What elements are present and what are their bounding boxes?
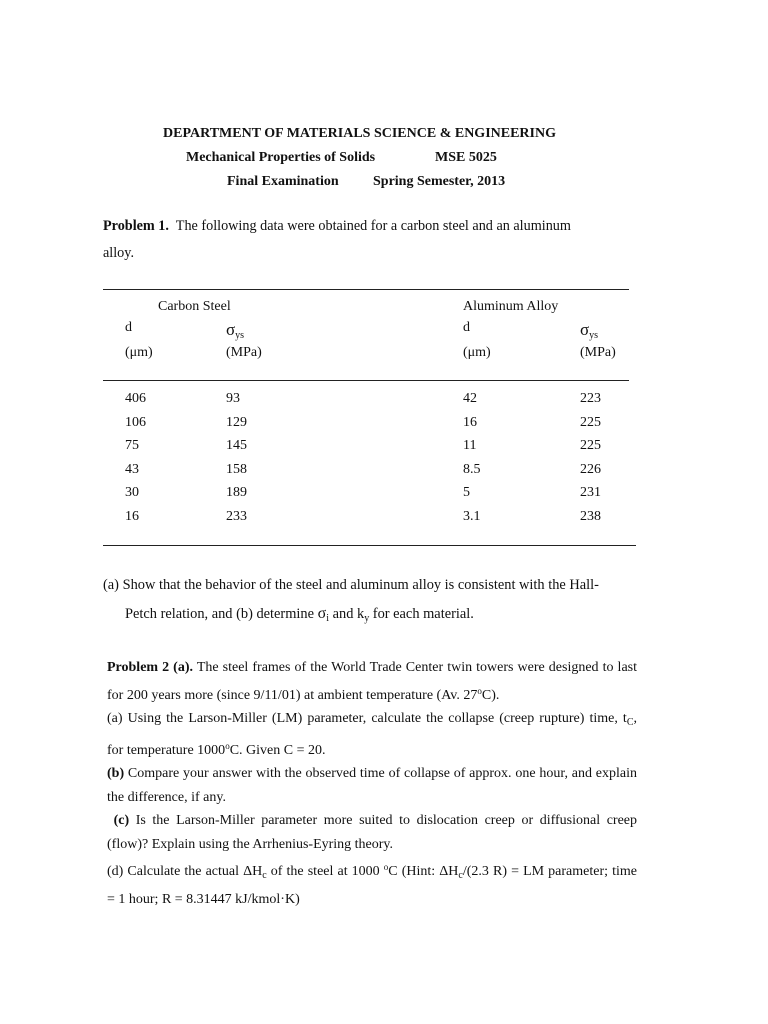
table-cell-steel-sigma: 233 [226, 508, 247, 524]
table-cell-al-sigma: 231 [580, 485, 601, 500]
problem2-part-c: (c) Is the Larson-Miller parameter more suited to dislocation creep or diffusional creep (flow)? Explain using the Arrhenius-Eyring theory. [107, 813, 637, 852]
unit-d-al: (μm) [463, 345, 491, 360]
problem1-question-line2: Petch relation, and (b) determine $\sigma_i$ and $k_y$ for each material. [125, 605, 474, 624]
problem1-label: Problem 1. [103, 218, 169, 234]
col-sigma-al: $\sigma_{ys}$ [580, 320, 599, 341]
table-cell-al-sigma: 226 [580, 461, 601, 477]
col-sigma-steel: $\sigma_{ys}$ [226, 320, 245, 341]
table-cell-al-sigma: 225 [580, 438, 601, 453]
table-header-rule [103, 380, 629, 381]
table-cell-al-d: 42 [463, 391, 477, 406]
table-cell-steel-d: 106 [125, 414, 146, 430]
table-cell-al-d: 3.1 [463, 508, 481, 524]
table-cell-al-d: 16 [463, 414, 477, 430]
col-d-al: d [463, 320, 470, 335]
exam-title: Final Examination [227, 174, 339, 189]
course-title: Mechanical Properties of Solids [186, 150, 376, 165]
table-cell-al-sigma: 223 [580, 391, 601, 406]
table-cell-al-d: 5 [463, 485, 470, 500]
carbon-steel-title: Carbon Steel [158, 299, 231, 314]
aluminum-title: Aluminum Alloy [463, 299, 559, 314]
problem1-question-line1: (a) Show that the behavior of the steel and aluminum alloy is consistent with the Hall- [103, 577, 599, 593]
table-cell-al-d: 11 [463, 438, 477, 453]
table-cell-al-sigma: 225 [580, 414, 601, 430]
table-top-rule [103, 289, 629, 290]
problem2-part-a: (a) Using the Larson-Miller (LM) parameter, calculate the collapse (creep rupture) time, $t_C$, for temperature 1000$^o$C. Given C = 20. [107, 711, 637, 758]
problem1-intro-cont: alloy. [103, 245, 134, 261]
department-title: DEPARTMENT OF MATERIALS SCIENCE & ENGINEERING [163, 126, 556, 141]
table-cell-steel-sigma: 189 [226, 485, 247, 500]
problem1-intro: Problem 1. The following data were obtained for a carbon steel and an aluminum [103, 218, 571, 234]
table-cell-steel-d: 16 [125, 508, 139, 524]
table-cell-steel-d: 75 [125, 438, 139, 453]
problem2-part-d: (d) Calculate the actual $\Delta H_c$ of the steel at 1000 $^o$C (Hint: $\Delta H_c/(2.3$ R) = LM parameter; time = 1 hour; R = 8.31447 kJ/kmol·K) [107, 862, 637, 907]
problem2-block [107, 656, 637, 911]
table-cell-steel-sigma: 129 [226, 414, 247, 430]
table-cell-steel-sigma: 158 [226, 461, 247, 477]
table-cell-al-sigma: 238 [580, 508, 601, 524]
table-cell-steel-sigma: 93 [226, 391, 240, 406]
table-cell-steel-sigma: 145 [226, 438, 247, 453]
problem2-label: Problem 2 (a). [107, 660, 194, 675]
semester: Spring Semester, 2013 [373, 174, 506, 189]
problem2-intro: Problem 2 (a). The steel frames of the World Trade Center twin towers were designed to last for 200 years more (since 9/11/01) at ambient temperature (Av. 27$^o$C). [107, 660, 638, 703]
table-bottom-rule [103, 545, 636, 546]
col-d-steel: d [125, 320, 132, 335]
unit-sigma-steel: (MPa) [226, 345, 262, 360]
table-cell-steel-d: 406 [125, 391, 146, 406]
course-code: MSE 5025 [435, 150, 497, 165]
table-cell-al-d: 8.5 [463, 461, 481, 477]
table-cell-steel-d: 30 [125, 485, 139, 500]
problem2-part-b: (b) Compare your answer with the observed time of collapse of approx. one hour, and explain the difference, if any. [107, 766, 637, 805]
unit-d-steel: (μm) [125, 345, 153, 360]
table-cell-steel-d: 43 [125, 461, 139, 477]
unit-sigma-al: (MPa) [580, 345, 616, 360]
